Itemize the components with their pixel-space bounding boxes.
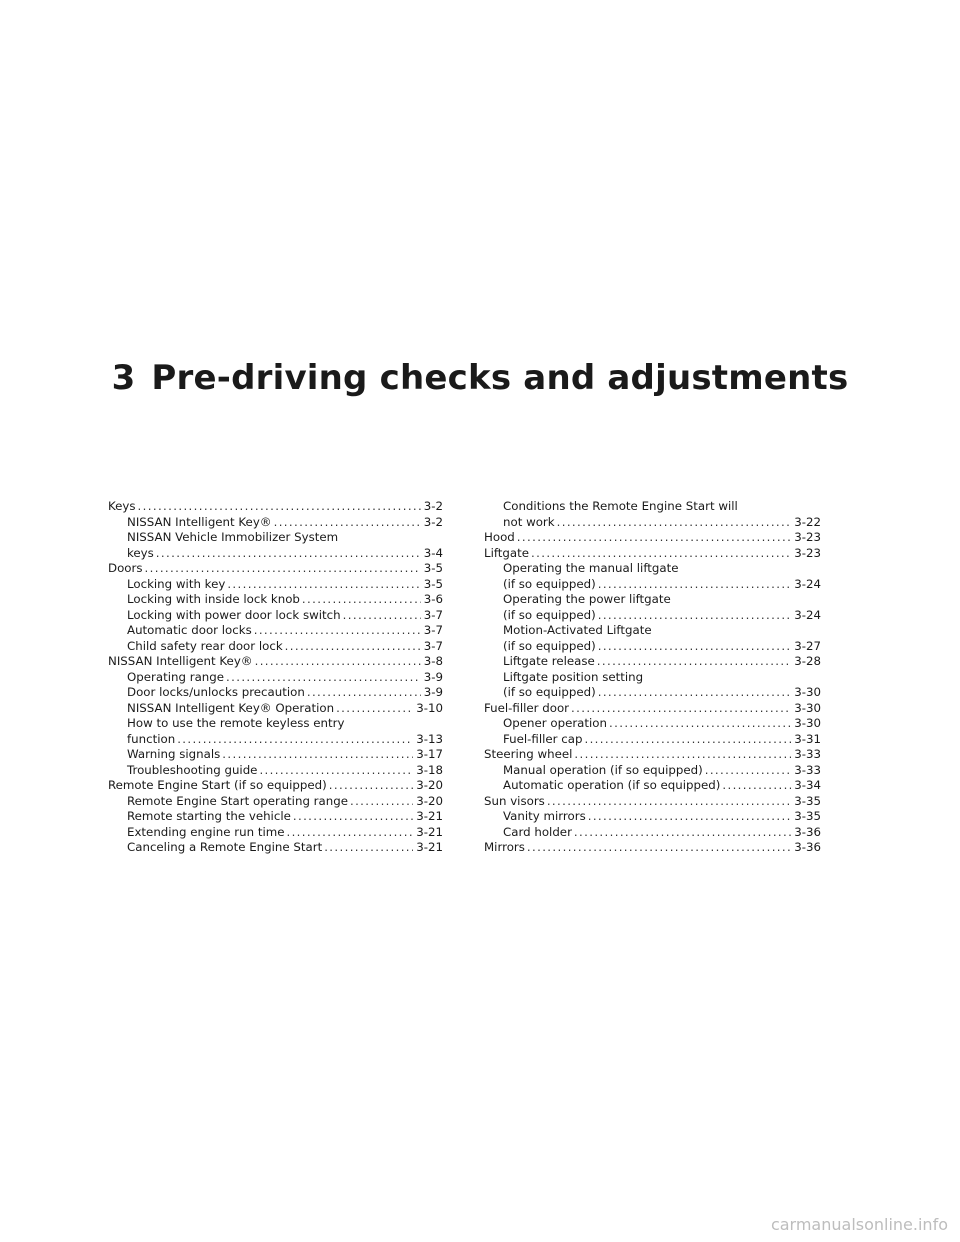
- dot-leader: [293, 809, 413, 825]
- toc-entry[interactable]: [108, 763, 443, 779]
- toc-entry-title-line: NISSAN Vehicle Immobilizer System: [127, 530, 339, 544]
- dot-leader: [343, 608, 421, 624]
- toc-entry-row: [127, 670, 443, 686]
- toc-entry[interactable]: [484, 794, 821, 810]
- toc-entry-row: [484, 546, 821, 562]
- toc-entry-page: 3-34: [794, 778, 821, 792]
- dot-leader: [547, 794, 791, 810]
- toc-entry[interactable]: [108, 778, 443, 794]
- toc-entry-page: 3-36: [794, 824, 821, 839]
- toc-entry-page: 3-13: [416, 731, 443, 746]
- toc-entry-title: not work: [503, 514, 555, 529]
- toc-entry[interactable]: [108, 499, 443, 515]
- toc-entry-row: [108, 561, 443, 577]
- toc-entry-page: 3-21: [416, 824, 443, 839]
- dot-leader: [285, 639, 421, 655]
- toc-entry-page: 3-5: [423, 576, 443, 591]
- toc-entry-row: [127, 809, 443, 825]
- dot-leader: [227, 577, 420, 593]
- toc-entry-row: [127, 825, 443, 841]
- toc-entry-row: [127, 592, 443, 608]
- toc-entry[interactable]: [484, 809, 821, 825]
- dot-leader: [329, 778, 413, 794]
- toc-entry-row: [503, 716, 821, 732]
- toc-right-column: [484, 499, 821, 856]
- toc-entry-title: Liftgate: [484, 545, 530, 560]
- dot-leader: [574, 825, 791, 841]
- toc-entry-row: [484, 747, 821, 763]
- chapter-number: 3: [111, 358, 136, 398]
- toc-entry[interactable]: [108, 639, 443, 655]
- toc-entry[interactable]: [484, 592, 821, 623]
- dot-leader: [226, 670, 421, 686]
- dot-leader: [517, 530, 791, 546]
- toc-entry[interactable]: [484, 732, 821, 748]
- dot-leader: [138, 499, 421, 515]
- toc-entry-row: [503, 685, 821, 701]
- toc-entry-title: Child safety rear door lock: [127, 638, 283, 653]
- toc-entry-page: 3-17: [416, 747, 443, 761]
- toc-entry-page: 3-6: [423, 592, 443, 606]
- toc-entry-row: [503, 732, 821, 748]
- toc-entry-title: NISSAN Intelligent Key®: [108, 654, 253, 668]
- toc-entry-page: 3-20: [416, 778, 443, 792]
- toc-entry-title: Locking with key: [127, 576, 226, 591]
- toc-entry-page: 3-7: [423, 623, 443, 637]
- toc-entry-page: 3-5: [423, 561, 443, 575]
- toc-entry[interactable]: [108, 608, 443, 624]
- toc-entry-row: [108, 654, 443, 670]
- dot-leader: [598, 608, 791, 624]
- toc-entry[interactable]: [484, 778, 821, 794]
- toc-entry-title: Fuel-filler door: [484, 700, 570, 715]
- toc-entry[interactable]: [484, 763, 821, 779]
- toc-entry-title: (if so equipped): [503, 576, 596, 591]
- toc-entry-title: (if so equipped): [503, 685, 596, 699]
- toc-entry-title-line: Motion-Activated Liftgate: [503, 623, 652, 637]
- toc-entry-title: (if so equipped): [503, 607, 596, 622]
- toc-entry-row: [127, 515, 443, 531]
- toc-entry-title-line: Operating the power liftgate: [503, 592, 671, 606]
- toc-entry-page: 3-23: [794, 545, 821, 560]
- toc-entry-page: 3-30: [794, 700, 821, 715]
- toc-entry[interactable]: [484, 623, 821, 654]
- toc-entry[interactable]: [108, 825, 443, 841]
- toc-entry[interactable]: [484, 716, 821, 732]
- dot-leader: [255, 654, 421, 670]
- toc-entry[interactable]: [484, 499, 821, 530]
- toc-entry-title: Steering wheel: [484, 747, 573, 761]
- dot-leader: [350, 794, 413, 810]
- toc-entry-row: [127, 732, 443, 748]
- dot-leader: [307, 685, 421, 701]
- toc-entry-title: Liftgate release: [503, 654, 595, 668]
- toc-entry-page: 3-35: [794, 809, 821, 823]
- toc-entry-title-line: Conditions the Remote Engine Start will: [503, 499, 738, 513]
- toc-entry-page: 3-8: [423, 654, 443, 668]
- toc-entry-title: Extending engine run time: [127, 824, 285, 839]
- toc-entry-title: keys: [127, 545, 154, 560]
- toc-entry-row: [484, 840, 821, 856]
- toc-entry-page: 3-7: [423, 638, 443, 653]
- toc-entry[interactable]: [108, 561, 443, 577]
- toc-entry-page: 3-36: [794, 840, 821, 854]
- toc-entry-title: NISSAN Intelligent Key®: [127, 514, 272, 529]
- toc-entry-page: 3-18: [416, 762, 443, 777]
- toc-entry-page: 3-31: [794, 731, 821, 746]
- dot-leader: [584, 732, 791, 748]
- toc-entry-title: Keys: [108, 499, 136, 513]
- toc-entry-page: 3-2: [423, 499, 443, 513]
- toc-entry[interactable]: [108, 809, 443, 825]
- toc-entry[interactable]: [108, 592, 443, 608]
- dot-leader: [598, 577, 791, 593]
- toc-entry-title: NISSAN Intelligent Key® Operation: [127, 700, 335, 715]
- dot-leader: [722, 778, 791, 794]
- toc-entry-row: [127, 623, 443, 639]
- toc-entry-row: [127, 763, 443, 779]
- dot-leader: [302, 592, 421, 608]
- toc-entry-page: 3-7: [423, 607, 443, 622]
- toc-entry-title: Card holder: [503, 824, 572, 839]
- toc-entry-row: [108, 778, 443, 794]
- toc-entry-title: Mirrors: [484, 840, 525, 854]
- toc-entry-page: 3-2: [423, 514, 443, 529]
- toc-entry-row: [484, 701, 821, 717]
- toc-entry[interactable]: [484, 654, 821, 670]
- toc-entry-title-line: How to use the remote keyless entry: [127, 716, 345, 730]
- toc-entry-title: Manual operation (if so equipped): [503, 762, 703, 777]
- toc-entry-title: Remote Engine Start (if so equipped): [108, 778, 327, 792]
- toc-entry-page: 3-23: [794, 530, 821, 544]
- toc-entry-title: Opener operation: [503, 716, 608, 730]
- toc-entry-page: 3-20: [416, 793, 443, 808]
- toc-entry-row: [484, 794, 821, 810]
- toc-entry-page: 3-35: [794, 793, 821, 808]
- toc-entry[interactable]: [108, 747, 443, 763]
- dot-leader: [588, 809, 792, 825]
- dot-leader: [286, 825, 413, 841]
- toc-entry[interactable]: [108, 701, 443, 717]
- toc-entry-title: Sun visors: [484, 793, 545, 808]
- toc-entry-title: Operating range: [127, 669, 225, 684]
- toc-entry-row: [484, 530, 821, 546]
- toc-entry-title: (if so equipped): [503, 638, 596, 653]
- toc-entry-title: function: [127, 731, 176, 746]
- toc-entry-row: [127, 608, 443, 624]
- toc-entry-title: Warning signals: [127, 747, 221, 761]
- dot-leader: [156, 546, 421, 562]
- toc-entry-row: [503, 654, 821, 670]
- toc-entry-title: Automatic operation (if so equipped): [503, 778, 721, 792]
- toc-entry-row: [127, 577, 443, 593]
- toc-entry[interactable]: [108, 515, 443, 531]
- toc-entry[interactable]: [484, 701, 821, 717]
- dot-leader: [527, 840, 791, 856]
- toc-entry-row: [127, 685, 443, 701]
- toc-entry[interactable]: [108, 623, 443, 639]
- toc-entry-title: Locking with inside lock knob: [127, 592, 300, 606]
- toc-entry-page: 3-24: [794, 607, 821, 622]
- toc-entry[interactable]: [108, 716, 443, 747]
- toc-entry-page: 3-28: [794, 654, 821, 668]
- chapter-title: [0, 358, 960, 398]
- dot-leader: [259, 763, 413, 779]
- toc-entry-page: 3-9: [423, 669, 443, 684]
- watermark: carmanualsonline.info: [770, 1215, 948, 1234]
- toc-entry-row: [503, 778, 821, 794]
- toc-entry-page: 3-33: [794, 747, 821, 761]
- toc-entry[interactable]: [484, 546, 821, 562]
- toc-entry-page: 3-10: [416, 700, 443, 715]
- toc-entry-title: Locking with power door lock switch: [127, 607, 341, 622]
- dot-leader: [177, 732, 413, 748]
- toc-entry-row: [503, 809, 821, 825]
- toc-entry-page: 3-21: [416, 809, 443, 823]
- toc-entry-row: [503, 825, 821, 841]
- toc-entry[interactable]: [108, 654, 443, 670]
- toc-entry[interactable]: [484, 530, 821, 546]
- toc-entry-row: [503, 515, 821, 531]
- toc-entry-page: 3-24: [794, 576, 821, 591]
- toc-entry-title: Door locks/unlocks precaution: [127, 685, 305, 699]
- toc-entry[interactable]: [108, 670, 443, 686]
- toc-entry[interactable]: [484, 670, 821, 701]
- dot-leader: [324, 840, 413, 856]
- dot-leader: [531, 546, 791, 562]
- toc-entry[interactable]: [484, 840, 821, 856]
- toc-entry-row: [127, 794, 443, 810]
- toc-entry-page: 3-30: [794, 685, 821, 699]
- toc-entry[interactable]: [108, 530, 443, 561]
- toc-entry-title: Canceling a Remote Engine Start: [127, 840, 323, 854]
- toc-entry-page: 3-33: [794, 762, 821, 777]
- dot-leader: [336, 701, 413, 717]
- toc-entry-row: [503, 608, 821, 624]
- dot-leader: [571, 701, 791, 717]
- dot-leader: [274, 515, 421, 531]
- toc-entry[interactable]: [108, 685, 443, 701]
- toc-entry-row: [127, 840, 443, 856]
- toc-entry[interactable]: [484, 561, 821, 592]
- dot-leader: [598, 639, 791, 655]
- toc-entry[interactable]: [108, 794, 443, 810]
- toc-entry-row: [503, 577, 821, 593]
- dot-leader: [574, 747, 791, 763]
- chapter-title-text: Pre-driving checks and adjustments: [151, 358, 849, 398]
- dot-leader: [598, 685, 791, 701]
- toc-entry-page: 3-22: [794, 514, 821, 529]
- toc-entry-page: 3-4: [423, 545, 443, 560]
- dot-leader: [705, 763, 791, 779]
- toc-entry-page: 3-30: [794, 716, 821, 730]
- toc-entry-page: 3-27: [794, 638, 821, 653]
- dot-leader: [609, 716, 791, 732]
- toc-entry-title: Automatic door locks: [127, 623, 252, 637]
- dot-leader: [254, 623, 421, 639]
- toc-entry-row: [108, 499, 443, 515]
- toc-entry[interactable]: [484, 747, 821, 763]
- toc-entry-title-line: Liftgate position setting: [503, 669, 644, 684]
- toc-entry-title: Vanity mirrors: [503, 809, 586, 823]
- toc-entry-title-line: Operating the manual liftgate: [503, 561, 679, 575]
- dot-leader: [557, 515, 792, 531]
- toc-entry[interactable]: [484, 825, 821, 841]
- toc-entry-page: 3-9: [423, 685, 443, 699]
- toc-entry-title: Fuel-filler cap: [503, 731, 583, 746]
- toc-left-column: [108, 499, 443, 856]
- toc-entry-page: 3-21: [416, 840, 443, 854]
- toc-entry-title: Remote starting the vehicle: [127, 809, 291, 823]
- dot-leader: [597, 654, 791, 670]
- toc-entry-row: [503, 639, 821, 655]
- toc-entry[interactable]: [108, 840, 443, 856]
- toc-entry[interactable]: [108, 577, 443, 593]
- toc-entry-title: Remote Engine Start operating range: [127, 793, 348, 808]
- toc-entry-row: [127, 546, 443, 562]
- toc-entry-row: [127, 747, 443, 763]
- dot-leader: [145, 561, 421, 577]
- toc-entry-row: [503, 763, 821, 779]
- toc-entry-title: Troubleshooting guide: [127, 762, 258, 777]
- toc-entry-title: Doors: [108, 561, 143, 575]
- toc-entry-title: Hood: [484, 530, 515, 544]
- toc-entry-row: [127, 639, 443, 655]
- toc-entry-row: [127, 701, 443, 717]
- dot-leader: [222, 747, 413, 763]
